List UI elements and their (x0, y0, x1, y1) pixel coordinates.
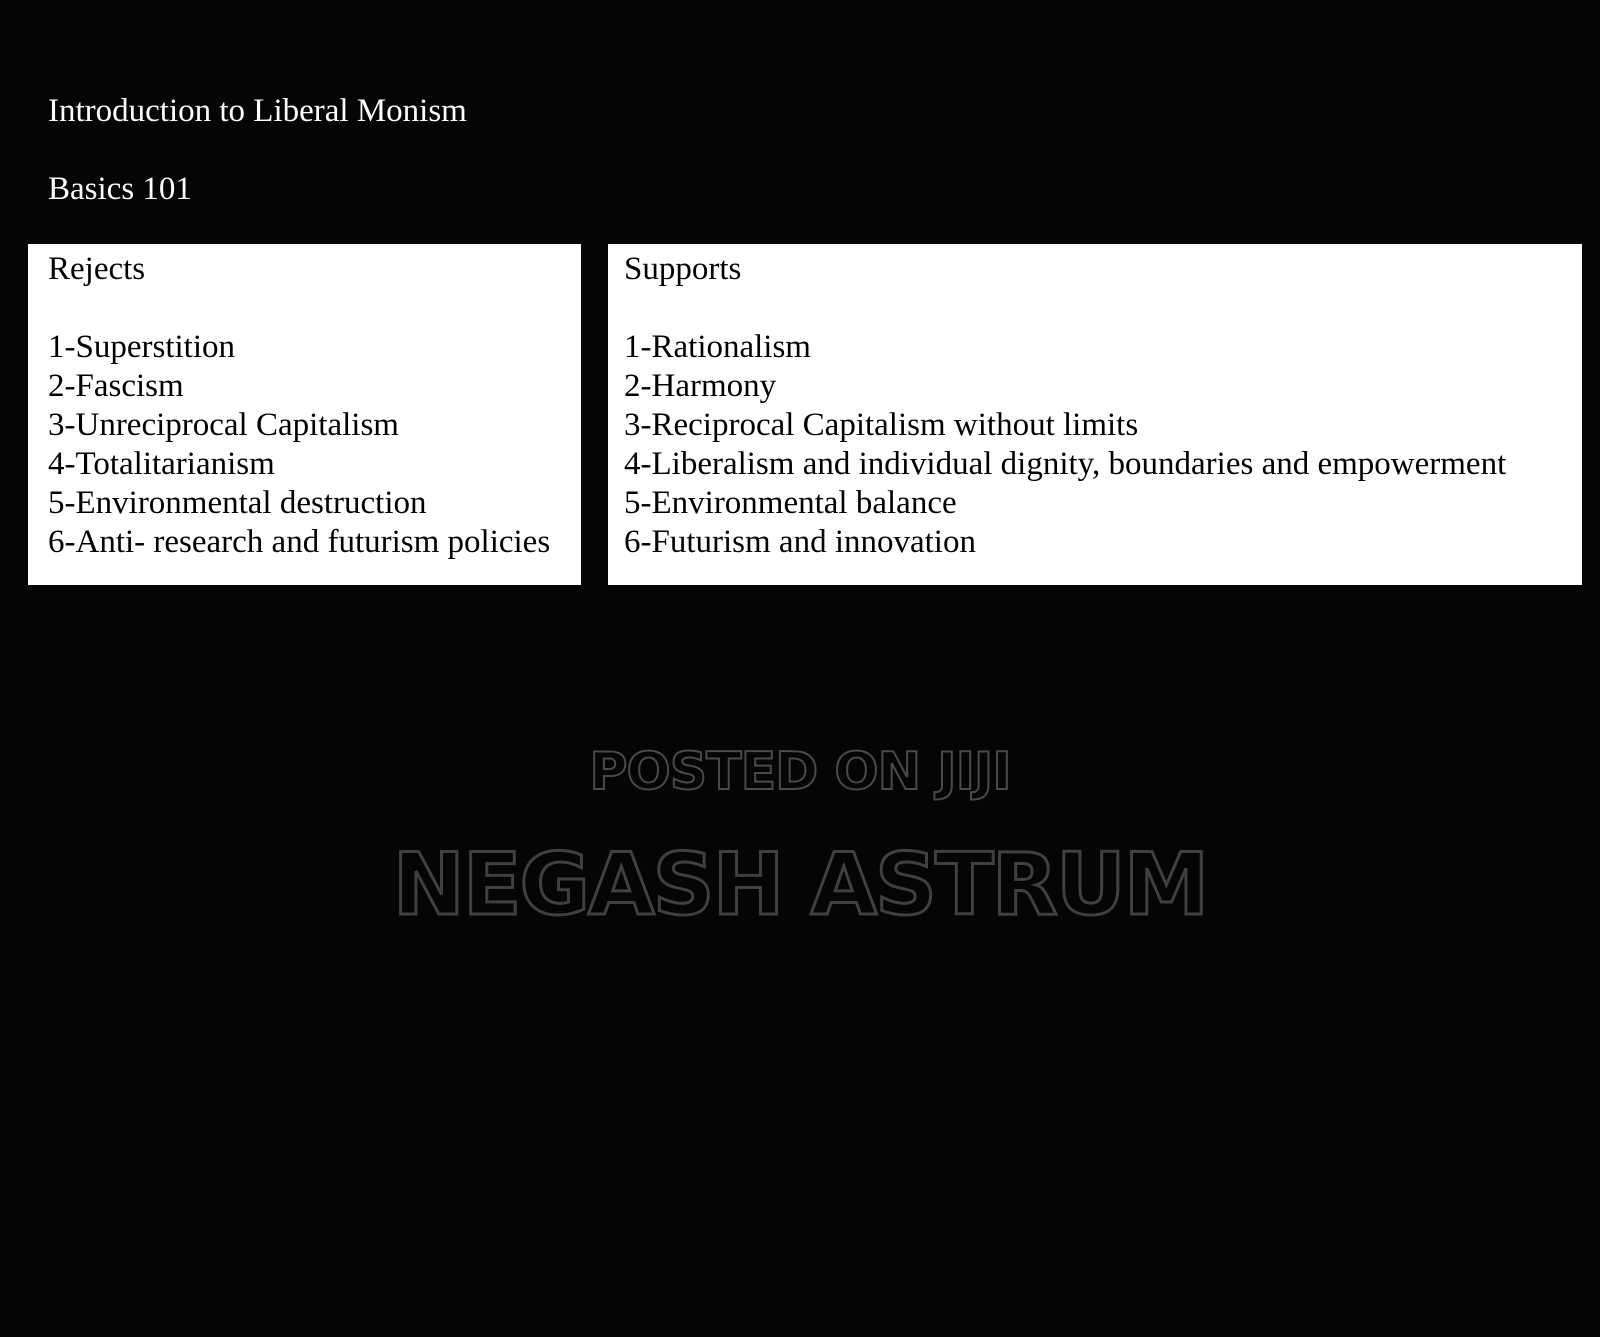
supports-item: 6-Futurism and innovation (624, 524, 976, 560)
supports-item: 5-Environmental balance (624, 485, 957, 521)
rejects-heading: Rejects (48, 251, 146, 287)
supports-list (624, 328, 1582, 562)
rejects-item: 6-Anti- research and futurism policies (48, 524, 551, 560)
rejects-item: 1-Superstition (48, 329, 235, 365)
supports-box (608, 244, 1582, 585)
watermark-author: NEGASH ASTRUM (392, 835, 1208, 935)
supports-item: 2-Harmony (624, 368, 777, 404)
rejects-item: 4-Totalitarianism (48, 446, 275, 482)
supports-item: 3-Reciprocal Capitalism without limits (624, 407, 1139, 443)
page-title: Introduction to Liberal Monism (48, 93, 467, 129)
supports-item: 1-Rationalism (624, 329, 811, 365)
supports-heading: Supports (624, 251, 742, 287)
rejects-item: 5-Environmental destruction (48, 485, 427, 521)
rejects-item: 2-Fascism (48, 368, 184, 404)
watermark-posted-on: POSTED ON JIJI (589, 742, 1011, 802)
page-subtitle: Basics 101 (48, 171, 192, 207)
rejects-item: 3-Unreciprocal Capitalism (48, 407, 399, 443)
rejects-box (28, 244, 581, 585)
rejects-list (48, 328, 581, 562)
supports-item: 4-Liberalism and individual dignity, boundaries and empowerment (624, 446, 1507, 482)
